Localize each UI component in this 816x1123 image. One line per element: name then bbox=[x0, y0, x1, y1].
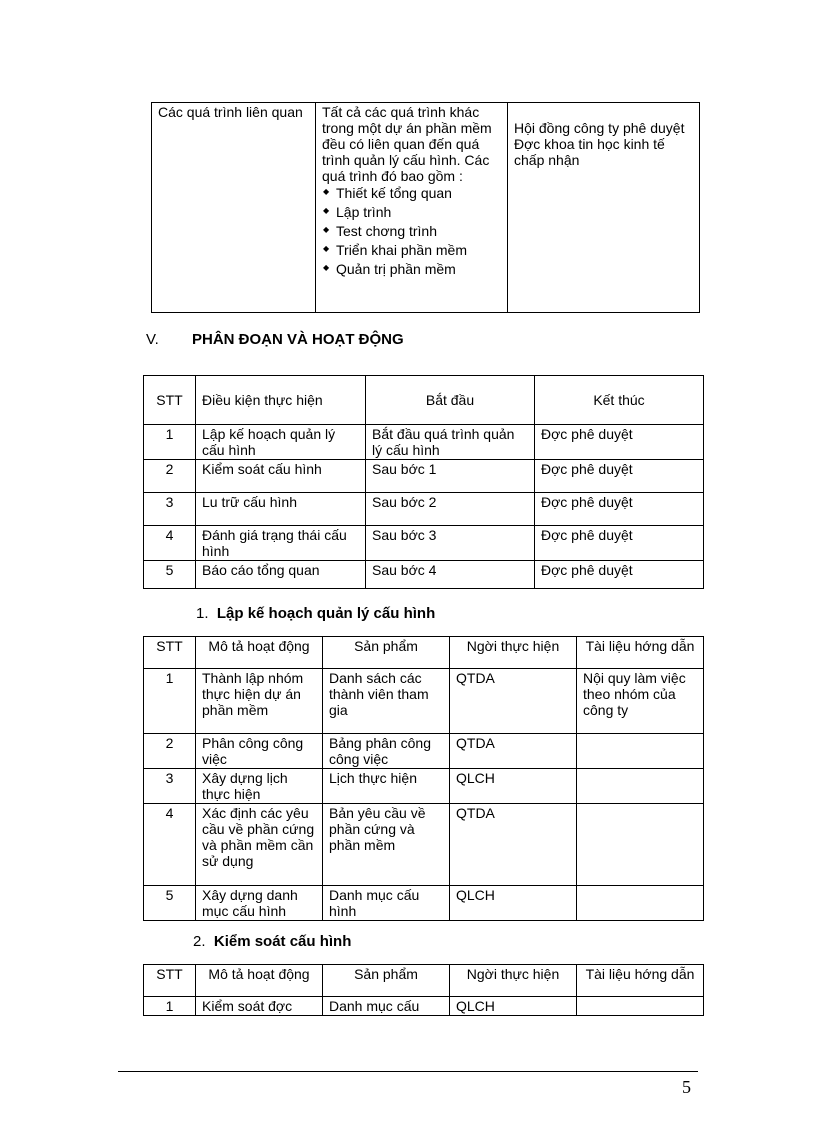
table-cell: Sau bớc 4 bbox=[366, 561, 535, 589]
section-title: PHÂN ĐOẠN VÀ HOẠT ĐỘNG bbox=[192, 331, 404, 348]
table-cell: Đánh giá trạng thái cấu hình bbox=[196, 526, 366, 561]
table-cell: Danh sách các thành viên tham gia bbox=[323, 669, 450, 734]
table-cell: Lập kế hoạch quản lý cấu hình bbox=[196, 425, 366, 460]
table-cell: Xác định các yêu cầu về phần cứng và phần mềm cần sử dụng bbox=[196, 804, 323, 886]
table-cell bbox=[577, 997, 704, 1016]
subsection-1-heading bbox=[196, 605, 435, 622]
table-cell: QTDA bbox=[450, 734, 577, 769]
table-cell: QLCH bbox=[450, 886, 577, 921]
table-header: Kết thúc bbox=[535, 376, 704, 425]
table-cell: 5 bbox=[144, 561, 196, 589]
table-cell: 1 bbox=[144, 997, 196, 1016]
table-cell: Lu trữ cấu hình bbox=[196, 493, 366, 526]
table-row bbox=[144, 669, 704, 734]
phases-table bbox=[143, 375, 704, 589]
table-cell: Sau bớc 1 bbox=[366, 460, 535, 493]
table-header: STT bbox=[144, 965, 196, 997]
subsection-title: Kiểm soát cấu hình bbox=[213, 933, 352, 950]
table-header: Tài liệu hớng dẫn bbox=[577, 965, 704, 997]
process-list bbox=[322, 184, 501, 279]
table-cell: 4 bbox=[144, 526, 196, 561]
table-header: Bắt đầu bbox=[366, 376, 535, 425]
subsection-title: Lập kế hoạch quản lý cấu hình bbox=[216, 605, 436, 622]
table-cell: QLCH bbox=[450, 997, 577, 1016]
table-row bbox=[144, 769, 704, 804]
table-header: Điều kiện thực hiện bbox=[196, 376, 366, 425]
table-cell: Sau bớc 3 bbox=[366, 526, 535, 561]
related-processes-description bbox=[316, 103, 508, 313]
table-cell bbox=[577, 769, 704, 804]
table-cell: QLCH bbox=[450, 769, 577, 804]
table-cell: Báo cáo tổng quan bbox=[196, 561, 366, 589]
control-table bbox=[143, 964, 704, 1016]
table-cell: Đợc phê duyệt bbox=[535, 561, 704, 589]
table-cell: Phân công công việc bbox=[196, 734, 323, 769]
approval-cell bbox=[508, 103, 700, 313]
table-header: Ngời thực hiện bbox=[450, 965, 577, 997]
table-row bbox=[144, 460, 704, 493]
table-cell: Kiểm soát đợc bbox=[196, 997, 323, 1016]
approval-line-2: Đợc khoa tin học kinh tế chấp nhận bbox=[514, 136, 665, 168]
footer-divider bbox=[118, 1071, 698, 1072]
table-cell: 2 bbox=[144, 734, 196, 769]
table-cell: 2 bbox=[144, 460, 196, 493]
table-row bbox=[144, 526, 704, 561]
table-header: Tài liệu hớng dẫn bbox=[577, 637, 704, 669]
table-header: Mô tả hoạt động bbox=[196, 965, 323, 997]
table-header: Ngời thực hiện bbox=[450, 637, 577, 669]
table-cell: QTDA bbox=[450, 669, 577, 734]
table-row bbox=[144, 734, 704, 769]
table-cell: 4 bbox=[144, 804, 196, 886]
table-row bbox=[144, 997, 704, 1016]
subsection-2-heading bbox=[193, 933, 351, 950]
list-item: ◆ Lập trình bbox=[322, 203, 501, 222]
table-cell: Đợc phê duyệt bbox=[535, 425, 704, 460]
list-item: ◆ Test chơng trình bbox=[322, 222, 501, 241]
table-row bbox=[144, 425, 704, 460]
table-cell bbox=[577, 734, 704, 769]
subsection-number: 1. bbox=[196, 605, 209, 622]
table-cell: Lịch thực hiện bbox=[323, 769, 450, 804]
table-header: Sản phẩm bbox=[323, 965, 450, 997]
table-cell: Nội quy làm việc theo nhóm của công ty bbox=[577, 669, 704, 734]
table-cell: 1 bbox=[144, 669, 196, 734]
table-row bbox=[144, 804, 704, 886]
table-row bbox=[144, 493, 704, 526]
table-cell: Kiểm soát cấu hình bbox=[196, 460, 366, 493]
table-cell: Bảng phân công công việc bbox=[323, 734, 450, 769]
table-cell: Sau bớc 2 bbox=[366, 493, 535, 526]
related-processes-intro: Tất cả các quá trình khác trong một dự án phần mềm đều có liên quan đến quá trình quản lý cấu hình. Các quá trình đó bao gồm : bbox=[322, 104, 492, 184]
list-item: ◆ Thiết kế tổng quan bbox=[322, 184, 501, 203]
page-number: 5 bbox=[682, 1077, 691, 1097]
table-cell: 5 bbox=[144, 886, 196, 921]
table-row bbox=[144, 886, 704, 921]
table-cell: 1 bbox=[144, 425, 196, 460]
table-cell: Đợc phê duyệt bbox=[535, 460, 704, 493]
table-cell: Bắt đầu quá trình quản lý cấu hình bbox=[366, 425, 535, 460]
table-cell: Đợc phê duyệt bbox=[535, 493, 704, 526]
table-cell: Danh mục cấu bbox=[323, 997, 450, 1016]
table-header: STT bbox=[144, 637, 196, 669]
approval-line-1: Hội đồng công ty phê duyệt bbox=[514, 120, 685, 136]
table-cell: Xây dựng lịch thực hiện bbox=[196, 769, 323, 804]
table-cell: 3 bbox=[144, 769, 196, 804]
table-header: Sản phẩm bbox=[323, 637, 450, 669]
list-item: ◆ Quản trị phần mềm bbox=[322, 260, 501, 279]
section-number: V. bbox=[146, 331, 159, 348]
list-item: ◆ Triển khai phần mềm bbox=[322, 241, 501, 260]
table-cell: Thành lập nhóm thực hiện dự án phần mềm bbox=[196, 669, 323, 734]
table-header: Mô tả hoạt động bbox=[196, 637, 323, 669]
table-cell bbox=[577, 804, 704, 886]
table-cell: Xây dựng danh mục cấu hình bbox=[196, 886, 323, 921]
table-cell bbox=[577, 886, 704, 921]
table-cell: QTDA bbox=[450, 804, 577, 886]
related-processes-label: Các quá trình liên quan bbox=[152, 103, 316, 313]
table-cell: Bản yêu cầu về phần cứng và phần mềm bbox=[323, 804, 450, 886]
table-cell: Đợc phê duyệt bbox=[535, 526, 704, 561]
planning-table bbox=[143, 636, 704, 921]
table-cell: Danh mục cấu hình bbox=[323, 886, 450, 921]
table-cell: 3 bbox=[144, 493, 196, 526]
table-row bbox=[144, 561, 704, 589]
subsection-number: 2. bbox=[193, 933, 206, 950]
related-processes-table bbox=[151, 102, 700, 313]
table-header: STT bbox=[144, 376, 196, 425]
